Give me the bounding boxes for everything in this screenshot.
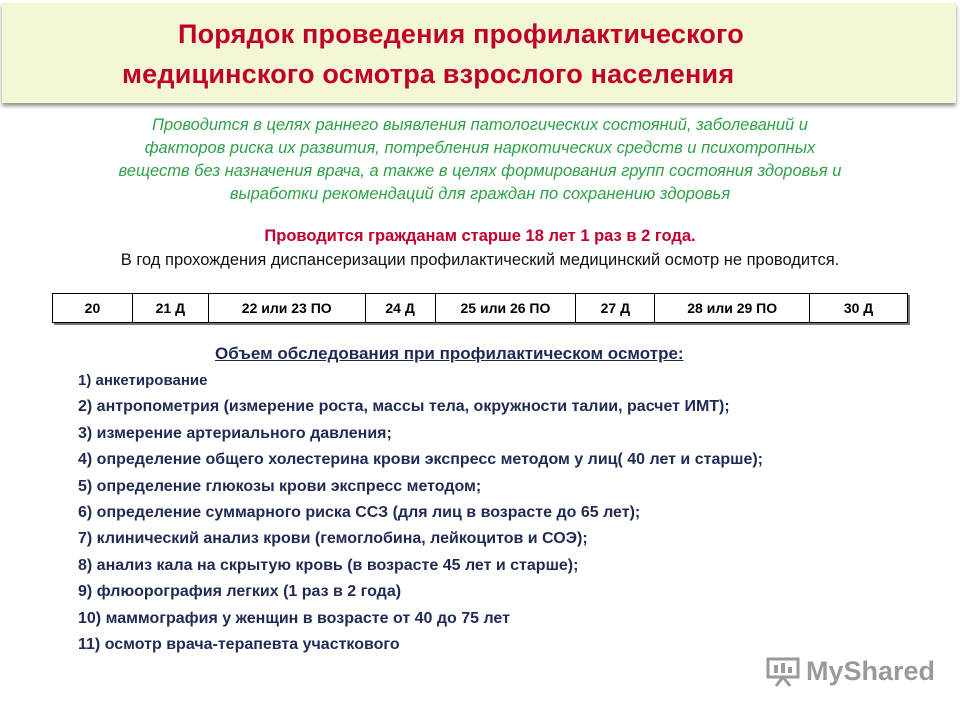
exam-item: 2) антропометрия (измерение роста, массы тела, окружности талии, расчет ИМТ); bbox=[78, 398, 730, 416]
purpose-line: веществ без назначения врача, а также в целях формирования групп состояния здоровья и bbox=[118, 162, 842, 180]
age-cell: 22 или 23 ПО bbox=[209, 294, 366, 323]
exam-item: 10) маммография у женщин в возрасте от 40 до 75 лет bbox=[78, 609, 510, 627]
exam-item: 7) клинический анализ крови (гемоглобина, лейкоцитов и СОЭ); bbox=[78, 530, 588, 548]
page-title-line-1: Порядок проведения профилактического bbox=[178, 19, 744, 49]
title-box bbox=[2, 3, 956, 103]
watermark-logo bbox=[766, 656, 935, 687]
exam-list bbox=[78, 368, 763, 658]
exam-item: 6) определение суммарного риска ССЗ (для лиц в возрасте до 65 лет); bbox=[78, 503, 641, 521]
purpose-paragraph bbox=[0, 114, 960, 206]
age-cell: 24 Д bbox=[366, 294, 436, 323]
age-cell: 28 или 29 ПО bbox=[655, 294, 810, 323]
age-cell: 27 Д bbox=[576, 294, 655, 323]
exam-item: 5) определение глюкозы крови экспресс методом; bbox=[78, 477, 482, 495]
page-title-line-2: медицинского осмотра взрослого населения bbox=[122, 59, 735, 89]
exam-title: Объем обследования при профилактическом осмотре: bbox=[215, 344, 684, 363]
purpose-line: выработки рекомендаций для граждан по сохранению здоровья bbox=[229, 185, 731, 203]
exam-item: 3) измерение артериального давления; bbox=[78, 424, 392, 442]
purpose-line: факторов риска их развития, потребления наркотических средств и психотропных bbox=[144, 139, 816, 157]
exam-item: 11) осмотр врача-терапевта участкового bbox=[78, 635, 400, 653]
watermark-text: MyShared bbox=[806, 656, 936, 686]
exam-item: 1) анкетирование bbox=[78, 372, 208, 389]
note-text: В год прохождения диспансеризации профилактический медицинский осмотр не проводится. bbox=[120, 251, 840, 269]
exam-item: 9) флюорография легких (1 раз в 2 года) bbox=[78, 583, 402, 601]
age-cell: 20 bbox=[53, 294, 133, 323]
exam-item: 8) анализ кала на скрытую кровь (в возрасте 45 лет и старше); bbox=[78, 556, 579, 574]
age-cell: 30 Д bbox=[810, 294, 908, 323]
age-table bbox=[52, 293, 908, 323]
age-cell: 21 Д bbox=[133, 294, 209, 323]
frequency-text: Проводится гражданам старше 18 лет 1 раз в 2 года. bbox=[264, 227, 696, 245]
presentation-icon bbox=[766, 657, 800, 687]
age-cell: 25 или 26 ПО bbox=[436, 294, 577, 323]
purpose-line: Проводится в целях раннего выявления патологических состояний, заболеваний и bbox=[152, 116, 808, 134]
exam-item: 4) определение общего холестерина крови экспресс методом у лиц( 40 лет и старше); bbox=[78, 451, 763, 469]
